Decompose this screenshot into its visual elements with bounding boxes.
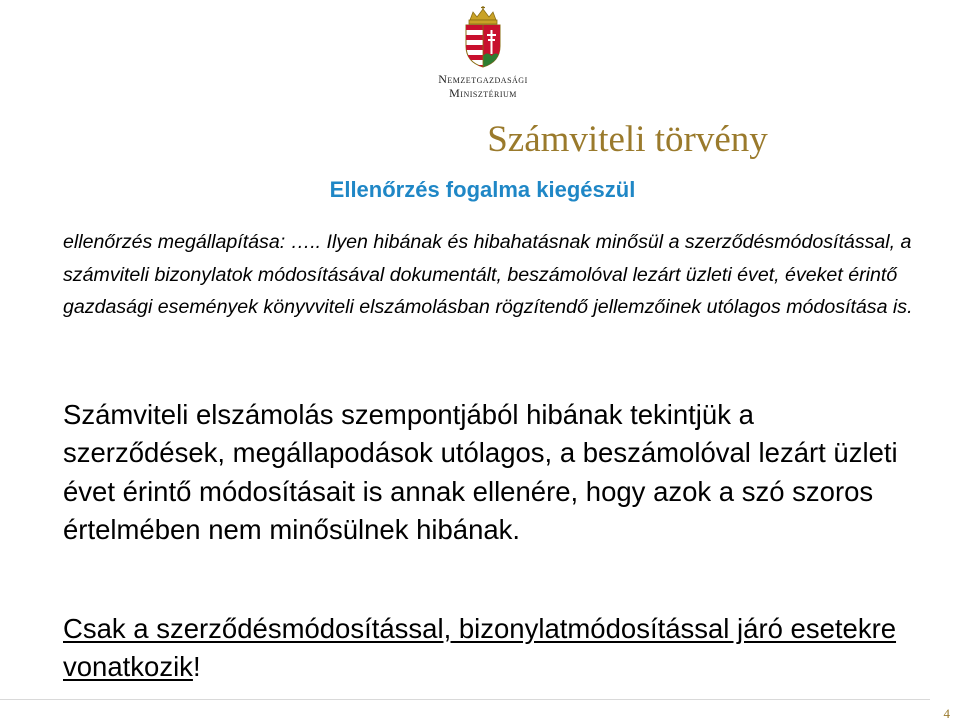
hungarian-coat-of-arms-icon <box>460 6 506 68</box>
underlined-paragraph <box>63 610 923 687</box>
ministry-logo <box>408 6 558 100</box>
page-number: 4 <box>943 706 950 721</box>
underlined-text: Csak a szerződésmódosítással, bizonylatmódosítással járó esetekre vonatkozik <box>63 613 897 683</box>
slide-subtitle: Ellenőrzés fogalma kiegészül <box>329 177 636 202</box>
slide-title: Számviteli törvény <box>487 119 768 160</box>
ministry-name-line1: Nemzetgazdasági <box>438 72 528 86</box>
ministry-name-line2: Minisztérium <box>449 86 517 100</box>
main-paragraph: Számviteli elszámolás szempontjából hibának tekintjük a szerződések, megállapodások utólagos, a beszámolóval lezárt üzleti évet érintő módosításait is annak ellenére, hogy azok a szó szoros értelmében nem minősülnek hibának. <box>63 399 898 546</box>
footer-divider <box>0 699 930 700</box>
italic-quote-paragraph: ellenőrzés megállapítása: ….. Ilyen hibának és hibahatásnak minősül a szerződésmódosítással, a számviteli bizonylatok módosításával dokumentált, beszámolóval lezárt üzleti évet, éveket érintő gazdasági események könyvviteli elszámolásban rögzítendő jellemzőinek utólagos módosítása is. <box>63 231 913 318</box>
underlined-paragraph-end: ! <box>192 651 201 683</box>
ministry-name <box>408 72 558 100</box>
